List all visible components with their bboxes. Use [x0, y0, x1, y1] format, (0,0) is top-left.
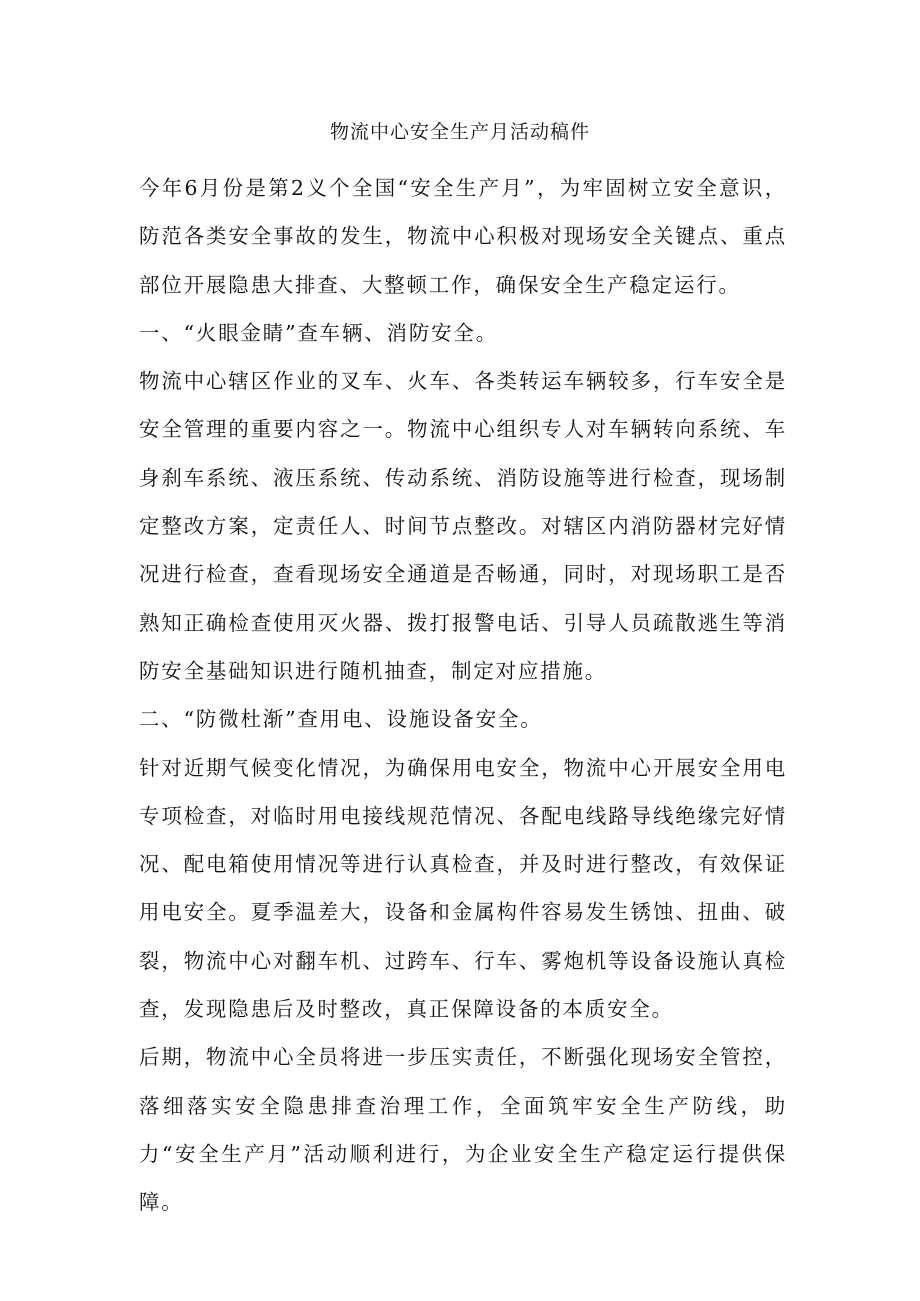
section-heading-1: 一、“火眼金睛”查车辆、消防安全。 — [139, 320, 499, 345]
section-paragraph-1: 物流中心辖区作业的叉车、火车、各类转运车辆较多，行车安全是安全管理的重要内容之一。物流中心组织专人对车辆转向系统、车身刹车系统、液压系统、传动系统、消防设施等进行检查，现场制定整改方案，定责任人、时间节点整改。对辖区内消防器材完好情况进行检查，查看现场安全通道是否畅通，同时，对现场职工是否熟知正确检查使用灭火器、拨打报警电话、引导人员疏散逃生等消防安全基础知识进行随机抽查，制定对应措施。 — [139, 369, 787, 683]
intro-paragraph: 今年6月份是第2义个全国“安全生产月”，为牢固树立安全意识，防范各类安全事故的发生，物流中心积极对现场安全关键点、重点部位开展隐患大排查、大整顿工作，确保安全生产稳定运行。 — [139, 176, 787, 297]
section-heading-2: 二、“防微杜渐”查用电、设施设备安全。 — [139, 707, 543, 732]
document-title: 物流中心安全生产月活动稿件 — [329, 121, 590, 143]
document-body — [139, 164, 787, 1227]
closing-paragraph: 后期，物流中心全员将进一步压实责任，不断强化现场安全管控，落细落实安全隐患排查治理工作，全面筑牢安全生产防线，助力“安全生产月”活动顺利进行，为企业安全生产稳定运行提供保障。 — [139, 1045, 787, 1215]
section-paragraph-2: 针对近期气候变化情况，为确保用电安全，物流中心开展安全用电专项检查，对临时用电接线规范情况、各配电线路导线绝缘完好情况、配电箱使用情况等进行认真检查，并及时进行整改，有效保证用电安全。夏季温差大，设备和金属构件容易发生锈蚀、扭曲、破裂，物流中心对翻车机、过跨车、行车、雾炮机等设备设施认真检查，发现隐患后及时整改，真正保障设备的本质安全。 — [139, 755, 787, 1022]
